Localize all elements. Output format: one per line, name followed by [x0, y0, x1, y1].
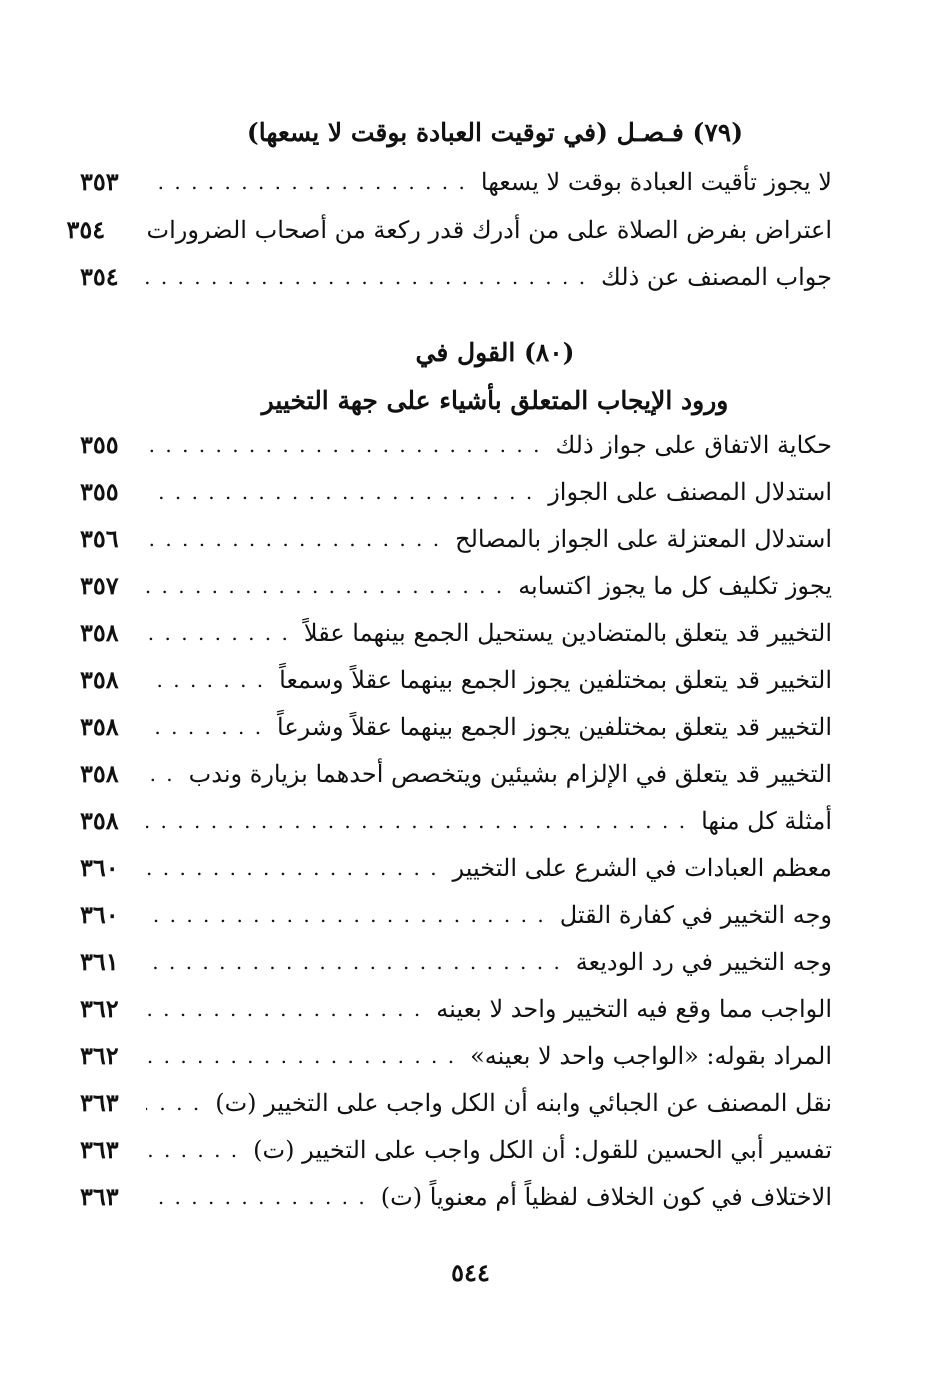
entry-title: وجه التخيير في رد الوديعة: [575, 948, 832, 976]
toc-entry: [80, 613, 832, 653]
entry-title: الاختلاف في كون الخلاف لفظياً أم معنوياً (ت): [380, 1183, 832, 1211]
entry-title: التخيير قد يتعلق بالمتضادين يستحيل الجمع بينهما عقلاً: [303, 619, 832, 647]
entry-title: تفسير أبي الحسين للقول: أن الكل واجب على التخيير (ت): [253, 1136, 832, 1164]
entry-title: وجه التخيير في كفارة القتل: [559, 901, 832, 929]
entry-title: أمثلة كل منها: [701, 807, 832, 835]
entry-title: معظم العبادات في الشرع على التخيير: [452, 854, 832, 882]
dot-leader: [146, 162, 467, 202]
toc-entry: [80, 754, 832, 794]
entry-page-number: ٣٦٣: [80, 1135, 119, 1164]
dot-leader: [146, 660, 265, 700]
entry-title: جواب المصنف عن ذلك: [601, 263, 832, 291]
entry-page-number: ٣٥٨: [80, 759, 119, 788]
toc-entry: [80, 1177, 832, 1217]
entry-page-number: ٣٥٥: [80, 430, 119, 459]
dot-leader: [146, 895, 546, 935]
dot-leader: [146, 848, 439, 888]
toc-entry: [80, 1036, 832, 1076]
dot-leader: [146, 1130, 239, 1170]
entry-page-number: ٣٦١: [80, 947, 119, 976]
entry-title: يجوز تكليف كل ما يجوز اكتسابه: [518, 572, 832, 600]
dot-leader: [146, 801, 687, 841]
toc-entry: [80, 425, 832, 465]
entry-title: المراد بقوله: «الواجب واحد لا بعينه»: [470, 1042, 832, 1070]
dot-leader: [146, 754, 175, 794]
toc-entry: [80, 519, 832, 559]
dot-leader: [146, 425, 541, 465]
dot-leader: [146, 257, 587, 297]
entry-page-number: ٣٥٤: [80, 262, 119, 291]
footer-page-number: ٥٤٤: [451, 1258, 490, 1287]
toc-entry: [80, 257, 832, 297]
entry-page-number: ٣٦٢: [80, 994, 119, 1023]
section-80-heading: (٨٠) القول في: [415, 338, 575, 367]
entry-page-number: ٣٥٦: [80, 524, 119, 553]
entry-title: التخيير قد يتعلق بمختلفين يجوز الجمع بينهما عقلاً وسمعاً: [279, 666, 832, 694]
toc-entry: [66, 210, 832, 250]
entry-page-number: ٣٦٣: [80, 1088, 119, 1117]
entry-title: اعتراض بفرض الصلاة على من أدرك قدر ركعة من أصحاب الضرورات: [146, 216, 832, 244]
toc-entry: [80, 1083, 832, 1123]
entry-title: نقل المصنف عن الجبائي وابنه أن الكل واجب على التخيير (ت): [215, 1089, 832, 1117]
dot-leader: [146, 707, 263, 747]
dot-leader: [146, 1177, 367, 1217]
toc-entry: [80, 989, 832, 1029]
section-80-subheading: ورود الإيجاب المتعلق بأشياء على جهة التخيير: [261, 386, 729, 415]
dot-leader: [146, 519, 441, 559]
entry-title: حكاية الاتفاق على جواز ذلك: [555, 431, 832, 459]
entry-page-number: ٣٥٨: [80, 618, 119, 647]
toc-entry: [80, 566, 832, 606]
entry-page-number: ٣٥٨: [80, 665, 119, 694]
toc-entry: [80, 801, 832, 841]
section-79-heading: (٧٩) فـصـل (في توقيت العبادة بوقت لا يسعها): [246, 118, 744, 147]
entry-title: لا يجوز تأقيت العبادة بوقت لا يسعها: [480, 168, 832, 196]
entry-page-number: ٣٥٤: [66, 215, 106, 244]
entry-title: الواجب مما وقع فيه التخيير واحد لا بعينه: [436, 995, 832, 1023]
dot-leader: [146, 566, 504, 606]
toc-entry: [80, 707, 832, 747]
entry-page-number: ٣٦٠: [80, 900, 119, 929]
entry-page-number: ٣٦٣: [80, 1182, 119, 1211]
entry-page-number: ٣٦٢: [80, 1041, 119, 1070]
entry-title: استدلال المصنف على الجواز: [548, 478, 832, 506]
dot-leader: [146, 989, 422, 1029]
toc-entry: [80, 1130, 832, 1170]
entry-page-number: ٣٥٨: [80, 806, 119, 835]
toc-entry: [80, 660, 832, 700]
entry-page-number: ٣٥٣: [80, 167, 119, 196]
toc-entry: [80, 162, 832, 202]
toc-entry: [80, 472, 832, 512]
dot-leader: [146, 1036, 456, 1076]
dot-leader: [146, 613, 290, 653]
toc-entry: [80, 895, 832, 935]
entry-page-number: ٣٥٨: [80, 712, 119, 741]
dot-leader: [146, 472, 534, 512]
entry-page-number: ٣٥٧: [80, 571, 119, 600]
entry-title: استدلال المعتزلة على الجواز بالمصالح: [455, 525, 832, 553]
toc-entry: [80, 848, 832, 888]
entry-title: التخيير قد يتعلق في الإلزام بشيئين ويتخصص أحدهما بزيارة وندب: [188, 760, 832, 788]
entry-title: التخيير قد يتعلق بمختلفين يجوز الجمع بينهما عقلاً وشرعاً: [277, 713, 832, 741]
entry-page-number: ٣٥٥: [80, 477, 119, 506]
dot-leader: [146, 942, 562, 982]
dot-leader: [146, 1083, 201, 1123]
toc-entry: [80, 942, 832, 982]
entry-page-number: ٣٦٠: [80, 853, 119, 882]
